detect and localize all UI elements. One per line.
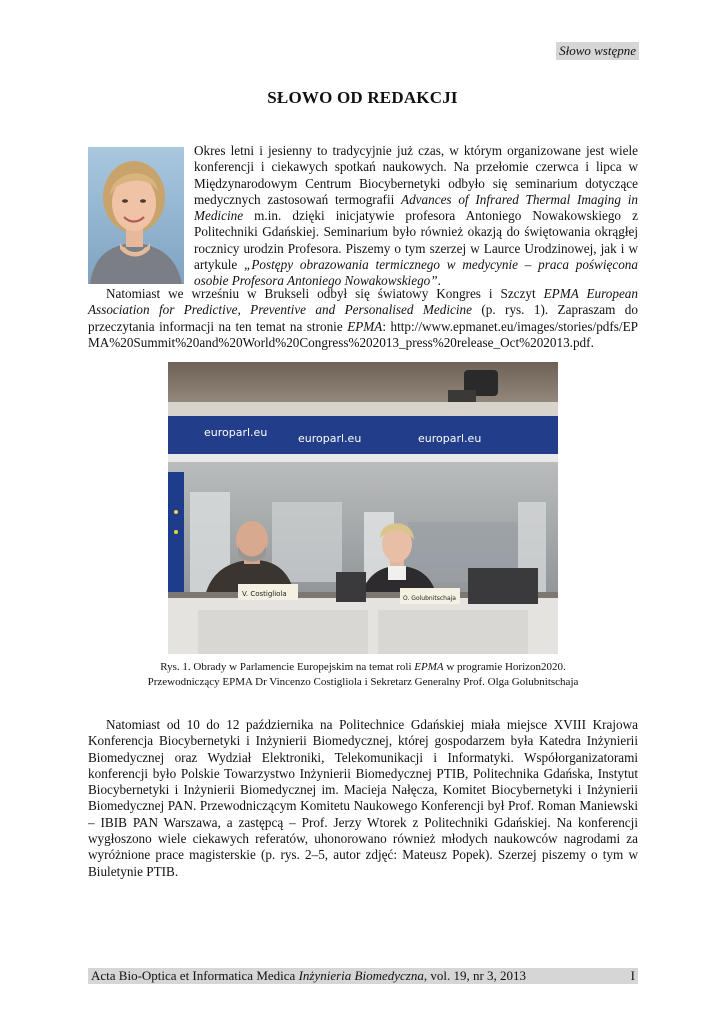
intro-text-3: . bbox=[437, 273, 441, 289]
page-number: I bbox=[630, 968, 635, 983]
banner-text-right: europarl.eu bbox=[418, 432, 482, 445]
page-footer bbox=[88, 968, 638, 984]
caption-epma: EPMA bbox=[414, 661, 444, 673]
portrait-illustration bbox=[88, 147, 184, 284]
banner-text-mid: europarl.eu bbox=[298, 432, 362, 445]
editor-portrait bbox=[88, 147, 184, 284]
section-tag: Słowo wstępne bbox=[556, 42, 639, 60]
caption-line1-b: w programie Horizon2020. bbox=[443, 661, 566, 673]
conference-text: Natomiast od 10 do 12 października na Politechnice Gdańskiej miała miejsce XVIII Krajowa Konferencja Biocybernetyki i Inżynierii Biomedycznej, której gospodarzem była Katedra Inżynierii Biomedycznej oraz Wydział Elektroniki, Telekomunikacji i Informatyki. Współorganizatorami konferencji było Polskie Towarzystwo Inżynierii Biomedycznej PTIB, Politechnika Gdańska, Instytut Biocybernetyki i Inżynierii Biomedycznej im. Macieja Nałęcza, Komitet Biocybernetyki i Inżynierii Biomedycznej PAN. Przewodniczącym Komitetu Naukowego Konferencji był Prof. Roman Maniewski – IBIB PAN Warszawa, a zastępcą – Prof. Jerzy Wtorek z Politechniki Gdańskiej. Na konferencji wygłoszono wiele ciekawych referatów, uhonorowano również młodych naukowców nagrodami za wyróżnione prace magisterskie (p. rys. 2–5, autor zdjęć: Mateusz Popek). Szerzej piszemy o tym w Biuletynie PTIB. bbox=[88, 717, 638, 879]
banner-text-left: europarl.eu bbox=[204, 426, 268, 439]
nameplate-left: V. Costigliola bbox=[242, 590, 287, 598]
para2-text-4: . bbox=[590, 334, 594, 350]
epma-press-release-link[interactable]: http://www.epmanet.eu/images/stories/pdfs/EPMA%20Summit%20and%20World%20Congress%202013_press%20release_Oct%202013.pdf bbox=[88, 318, 638, 350]
epma-association-name: EPMA European Association for Predictive, Preventive and Personalised Medicine bbox=[88, 286, 638, 318]
parliament-photo-illustration bbox=[168, 362, 558, 654]
journal-name: Acta Bio-Optica et Informatica Medica bbox=[91, 968, 299, 983]
conference-paragraph bbox=[88, 717, 638, 880]
intro-article-title: „Postępy obrazowania termicznego w medycynie – praca poświęcona osobie Profesora Antoniego Nowakowskiego” bbox=[194, 257, 638, 289]
intro-seminar-title: Advances of Infrared Thermal Imaging in Medicine bbox=[194, 191, 638, 224]
journal-citation bbox=[91, 968, 526, 984]
page-title: SŁOWO OD REDAKCJI bbox=[267, 88, 458, 107]
parliament-photo bbox=[168, 362, 558, 654]
caption-line2: Przewodniczący EPMA Dr Vincenzo Costigliola i Sekretarz Generalny Prof. Olga Golubnitschaja bbox=[147, 676, 579, 688]
journal-volume: , vol. 19, nr 3, 2013 bbox=[423, 968, 527, 983]
journal-subtitle: Inżynieria Biomedyczna bbox=[298, 968, 424, 983]
para2-text-2: (p. rys. 1). Zapraszam do przeczytania informacji na ten temat na stronie bbox=[88, 302, 638, 334]
caption-line1-a: Rys. 1. Obrady w Parlamencie Europejskim na temat roli bbox=[160, 661, 415, 673]
intro-paragraph bbox=[194, 143, 638, 290]
figure-caption bbox=[88, 660, 638, 690]
para2-text-1: Natomiast we wrześniu w Brukseli odbył się światowy Kongres i Szczyt bbox=[106, 286, 544, 301]
intro-text-1: Okres letni i jesienny to tradycyjnie już czas, w którym organizowane jest wiele konferencji i ciekawych spotkań naukowych. Na przełomie czerwca i lipca w Międzynarodowym Centrum Biocybernetyki odbyło się seminarium dotyczące medycznych zastosowań termografii bbox=[194, 143, 638, 207]
para2-text-3: : bbox=[382, 318, 391, 334]
intro-text-2: m.in. dzięki inicjatywie profesora Antoniego Nowakowskiego z Politechniki Gdańskiej. Seminarium było również okazją do świętowania okrągłej rocznicy urodzin Profesora. Piszemy o tym szerzej w Laurce Urodzinowej, jak i w artykule bbox=[194, 208, 638, 273]
epma-paragraph bbox=[88, 286, 638, 351]
epma-abbrev: EPMA bbox=[347, 318, 383, 334]
nameplate-right: O. Golubnitschaja bbox=[403, 595, 456, 602]
